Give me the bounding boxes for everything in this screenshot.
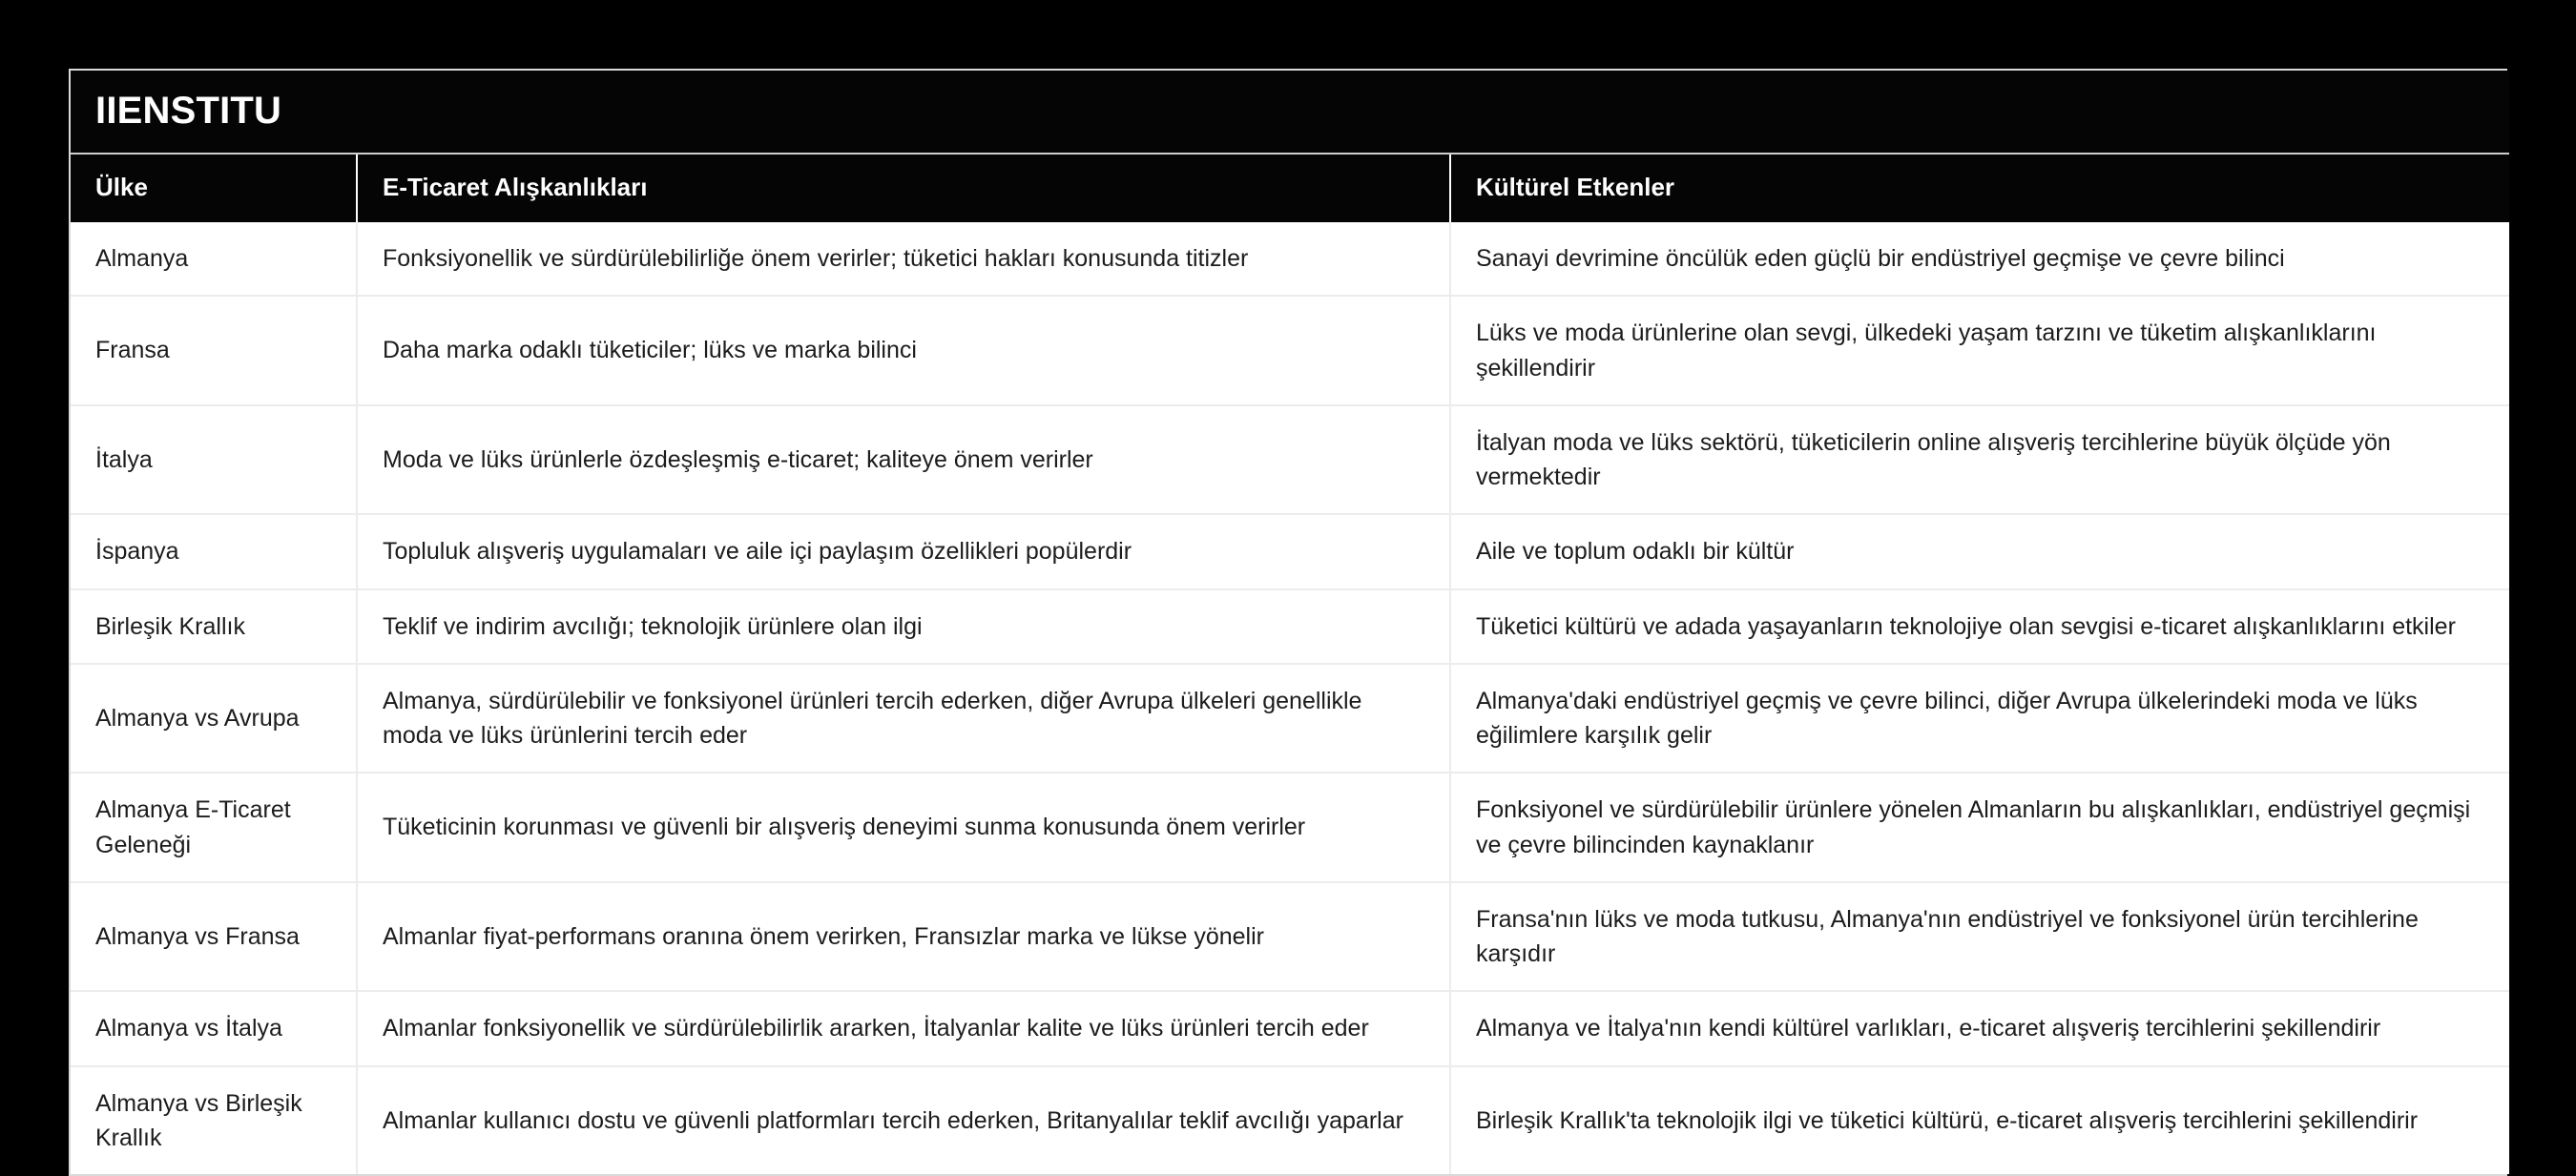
cell-country <box>71 514 357 588</box>
cell-culture <box>1450 773 2509 882</box>
cell-ecommerce <box>357 773 1450 882</box>
ecommerce-text: Almanya, sürdürülebilir ve fonksiyonel ürünleri tercih ederken, diğer Avrupa ülkeleri genellikle moda ve lüks ürünlerini tercih eder <box>383 687 1362 749</box>
column-header-row <box>71 154 2509 222</box>
cell-ecommerce <box>357 991 1450 1065</box>
country-label: Almanya E-Ticaret Geleneği <box>95 796 291 858</box>
cell-culture <box>1450 296 2509 405</box>
column-header-culture: Kültürel Etkenler <box>1450 154 2509 222</box>
cell-country <box>71 664 357 774</box>
ecommerce-text: Fonksiyonellik ve sürdürülebilirliğe önem verirler; tüketici hakları konusunda titizler <box>383 245 1249 272</box>
brand-cell <box>71 71 2509 154</box>
comparison-table-container <box>69 69 2507 1176</box>
table-row <box>71 514 2509 588</box>
cell-ecommerce <box>357 514 1450 588</box>
country-label: İtalya <box>95 445 153 473</box>
brand-title: IIENSTITU <box>95 90 282 132</box>
table-row <box>71 882 2509 992</box>
ecommerce-text: Almanlar fiyat-performans oranına önem verirken, Fransızlar marka ve lükse yönelir <box>383 922 1264 950</box>
ecommerce-text: Tüketicinin korunması ve güvenli bir alışveriş deneyimi sunma konusunda önem verirler <box>383 814 1306 841</box>
cell-culture <box>1450 589 2509 664</box>
ecommerce-text: Daha marka odaklı tüketiciler; lüks ve marka bilinci <box>383 337 917 364</box>
cell-ecommerce <box>357 882 1450 992</box>
cell-country <box>71 405 357 515</box>
cell-ecommerce <box>357 1066 1450 1175</box>
cell-country <box>71 773 357 882</box>
culture-text: Birleşik Krallık'ta teknolojik ilgi ve tüketici kültürü, e-ticaret alışveriş tercihlerini şekillendirir <box>1476 1106 2419 1134</box>
table-row <box>71 222 2509 296</box>
table-head <box>71 71 2509 222</box>
table-row <box>71 1066 2509 1175</box>
country-label: Almanya vs Fransa <box>95 922 300 950</box>
cell-country <box>71 222 357 296</box>
culture-text: Sanayi devrimine öncülük eden güçlü bir endüstriyel geçmişe ve çevre bilinci <box>1476 245 2285 272</box>
cell-ecommerce <box>357 664 1450 774</box>
table-row <box>71 664 2509 774</box>
cell-country <box>71 991 357 1065</box>
column-header-country: Ülke <box>71 154 357 222</box>
country-label: Birleşik Krallık <box>95 612 245 640</box>
cell-culture <box>1450 405 2509 515</box>
cell-country <box>71 296 357 405</box>
ecommerce-text: Topluluk alışveriş uygulamaları ve aile içi paylaşım özellikleri popülerdir <box>383 538 1132 566</box>
country-label: Almanya vs İtalya <box>95 1015 282 1042</box>
cell-country <box>71 882 357 992</box>
cell-culture <box>1450 1066 2509 1175</box>
cell-country <box>71 589 357 664</box>
table-row <box>71 405 2509 515</box>
table-row <box>71 773 2509 882</box>
ecommerce-text: Almanlar kullanıcı dostu ve güvenli platformları tercih ederken, Britanyalılar teklif avcılığı yaparlar <box>383 1106 1403 1134</box>
ecommerce-text: Almanlar fonksiyonellik ve sürdürülebilirlik ararken, İtalyanlar kalite ve lüks ürünleri tercih eder <box>383 1015 1369 1042</box>
table-row <box>71 991 2509 1065</box>
country-label: Almanya <box>95 245 189 272</box>
cell-culture <box>1450 882 2509 992</box>
table-row <box>71 296 2509 405</box>
cell-culture <box>1450 514 2509 588</box>
column-header-ecommerce: E-Ticaret Alışkanlıkları <box>357 154 1450 222</box>
cell-ecommerce <box>357 589 1450 664</box>
brand-row <box>71 71 2509 154</box>
country-label: Almanya vs Birleşik Krallık <box>95 1089 302 1151</box>
culture-text: Fonksiyonel ve sürdürülebilir ürünlere yönelen Almanların bu alışkanlıkları, endüstriyel geçmişi ve çevre bilincinden kaynaklanır <box>1476 796 2471 858</box>
culture-text: Tüketici kültürü ve adada yaşayanların teknolojiye olan sevgisi e-ticaret alışkanlıklarını etkiler <box>1476 612 2456 640</box>
culture-text: Fransa'nın lüks ve moda tutkusu, Almanya'nın endüstriyel ve fonksiyonel ürün tercihlerine karşıdır <box>1476 905 2419 967</box>
table-body <box>71 222 2509 1174</box>
cell-ecommerce <box>357 296 1450 405</box>
cell-culture <box>1450 991 2509 1065</box>
country-label: Almanya vs Avrupa <box>95 704 300 732</box>
ecommerce-text: Teklif ve indirim avcılığı; teknolojik ürünlere olan ilgi <box>383 612 923 640</box>
cell-ecommerce <box>357 222 1450 296</box>
cell-culture <box>1450 664 2509 774</box>
culture-text: Almanya ve İtalya'nın kendi kültürel varlıkları, e-ticaret alışveriş tercihlerini şekillendirir <box>1476 1015 2381 1042</box>
cell-country <box>71 1066 357 1175</box>
ecommerce-text: Moda ve lüks ürünlerle özdeşleşmiş e-ticaret; kaliteye önem verirler <box>383 445 1093 473</box>
culture-text: Aile ve toplum odaklı bir kültür <box>1476 538 1795 566</box>
country-label: İspanya <box>95 538 179 566</box>
culture-text: Lüks ve moda ürünlerine olan sevgi, ülkedeki yaşam tarzını ve tüketim alışkanlıklarını şekillendirir <box>1476 320 2377 382</box>
cell-ecommerce <box>357 405 1450 515</box>
culture-text: İtalyan moda ve lüks sektörü, tüketicilerin online alışveriş tercihlerine büyük ölçüde yön vermektedir <box>1476 428 2391 490</box>
culture-text: Almanya'daki endüstriyel geçmiş ve çevre bilinci, diğer Avrupa ülkelerindeki moda ve lüks eğilimlere karşılık gelir <box>1476 687 2418 749</box>
table-row <box>71 589 2509 664</box>
cell-culture <box>1450 222 2509 296</box>
comparison-table <box>71 71 2509 1174</box>
country-label: Fransa <box>95 337 170 364</box>
